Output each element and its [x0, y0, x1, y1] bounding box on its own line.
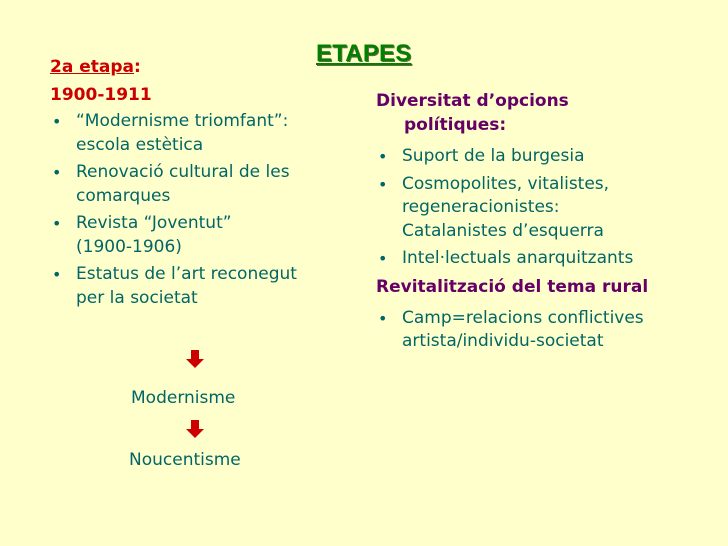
bullet-icon: •	[378, 174, 388, 194]
bullet-icon: •	[378, 249, 388, 268]
list-item	[376, 307, 716, 354]
arrow-down-icon	[184, 348, 206, 370]
list-item-line: artista/individu-societat	[402, 331, 604, 351]
list-item-line: Catalanistes d’esquerra	[402, 220, 604, 241]
stage-heading	[50, 55, 350, 79]
list-item-line: Suport de la burgesia	[402, 146, 585, 166]
flow-modernisme: Modernisme	[131, 388, 236, 408]
heading-line: Diversitat d’opcions	[376, 91, 569, 111]
bullet-icon: •	[378, 308, 388, 328]
list-item-line: per la societat	[76, 287, 198, 308]
list-item-line: Camp=relacions conflictives	[402, 307, 644, 328]
list-item-line: Cosmopolites, vitalistes,	[402, 173, 610, 194]
stage-label: 2a etapa	[50, 57, 134, 77]
list-item-line: (1900-1906)	[76, 236, 182, 257]
list-item-line: Intel·lectuals anarquitzants	[402, 248, 634, 268]
list-item-line: Renovació cultural de les	[76, 162, 290, 182]
list-item	[50, 110, 350, 157]
slide-title: ETAPES	[316, 40, 412, 67]
list-item	[376, 145, 716, 169]
list-item-line: escola estètica	[76, 134, 204, 155]
bullet-icon: •	[52, 163, 62, 182]
bullet-icon: •	[52, 265, 62, 284]
left-list	[50, 110, 350, 310]
section-heading-politics	[376, 89, 716, 137]
section-heading-rural: Revitalització del tema rural	[376, 276, 649, 297]
heading-line: polítiques:	[404, 115, 507, 135]
bullet-icon: •	[52, 112, 62, 131]
list-item	[50, 161, 350, 208]
list-item	[376, 173, 716, 244]
flow-noucentisme: Noucentisme	[129, 450, 241, 470]
list-item-line: comarques	[76, 185, 171, 206]
list-item	[50, 212, 350, 259]
rural-list	[376, 307, 716, 354]
left-column	[50, 55, 350, 314]
list-item	[50, 263, 350, 310]
list-item-line: Revista “Joventut”	[76, 213, 232, 233]
list-item-line: regeneracionistes:	[402, 197, 560, 217]
arrow-down-icon	[184, 418, 206, 440]
list-item	[376, 247, 716, 271]
right-column	[376, 89, 716, 358]
stage-colon: :	[134, 57, 141, 77]
stage-years: 1900-1911	[50, 85, 152, 105]
list-item-line: Estatus de l’art reconegut	[76, 264, 297, 284]
list-item-line: “Modernisme triomfant”:	[76, 111, 289, 131]
bullet-icon: •	[52, 214, 62, 233]
bullet-icon: •	[378, 147, 388, 166]
politics-list	[376, 145, 716, 271]
